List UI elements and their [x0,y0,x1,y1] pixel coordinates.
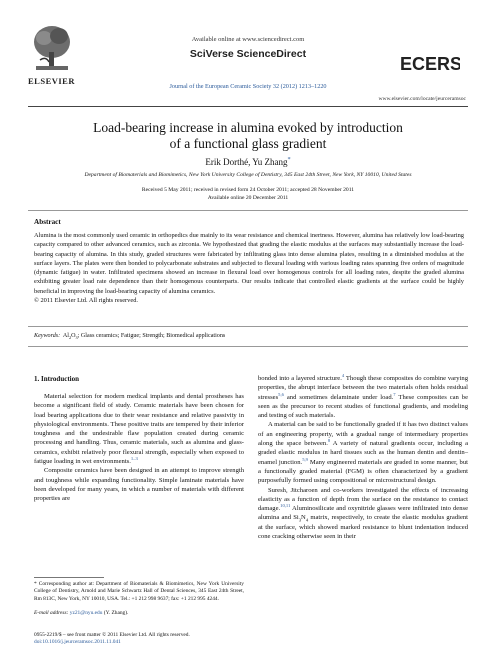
footnote-rule [34,577,104,578]
ref-10-11[interactable]: 10,11 [280,502,291,508]
right-column [258,374,468,541]
corresponding-author-note: * Corresponding author at: Department of Biomaterials & Biomimetics, New York University College of Dentistry, Arnold and Marie Schwartz Hall of Dental Sciences, 345 East 24th Street, Rm 813C, New York, NY 10010, USA. Tel.: +1 212 998 9637; fax: +1 212 995 4244. [34,581,244,602]
r3b-sub2: 4 [305,517,309,523]
intro-heading: 1. Introduction [34,375,79,383]
intro-paragraph-3 [258,374,468,420]
article-title [40,120,456,152]
author-mark[interactable]: * [287,156,291,163]
ref-7[interactable]: 7 [393,391,396,397]
r2b: A variety of natural gradients occur, including a graded elastic modulus in hard tissues such as the human dentin and dentin–enamel junction. [258,440,468,466]
publisher-name: ELSEVIER [28,76,75,86]
email-link[interactable]: yz21@nyu.edu [69,610,103,616]
keyword-o: O [71,333,76,339]
intro-paragraph-2: Composite ceramics have been designed in an attempt to improve strength and toughness while expanding functionality. Simple laminate materials have been developed for many years, in which a number of materials with different properties are [34,467,244,503]
journal-citation[interactable]: Journal of the European Ceramic Society 32 (2012) 1213–1220 [169,83,327,90]
title-line-2: of a functional glass gradient [169,136,327,151]
intro-p1-text: Material selection for modern medical implants and dental prostheses has become a significant field of study. Ceramic materials have been chosen for load bearing applications due to their wear resistance and relative passivity in physiological environments. These positive traits are tempered by their inferior toughness and the undesirable flaw population created during ceramic processing and handling. Thus, ceramic materials, such as alumina and glass-ceramics, exhibit relatively poor flexural strength, especially when exposed to fatigue loading in wet environments. [34,393,244,466]
abstract-heading: Abstract [34,218,61,226]
affiliation: Department of Biomaterials and Biomimetics, New York University College of Dentistry, 345 East 24th Street, New York, NY 10010, United States [84,172,412,178]
intro-paragraph-1 [34,392,244,466]
ref-1-3[interactable]: 1–3 [130,455,138,461]
doi-link[interactable]: doi:10.1016/j.jeurceramsoc.2011.11.041 [34,639,121,645]
online-date: Available online 20 December 2011 [207,195,289,201]
ref-5-9[interactable]: 5,9 [302,456,308,462]
keywords-rest: ; Glass ceramics; Fatigue; Strength; Biomedical applications [77,333,226,339]
authors [0,157,496,167]
r2a: A material can be said to be functionally graded if it has two distinct values of an engineering property, with a gradual range of intermediary properties along the space between. [258,421,468,448]
r3c: matrix, respectively, to create the elastic modulus gradient at the surface, which showed marked resistance to blunt indentation induced cone cracking otherwise seen in their [258,514,469,541]
ref-5-6[interactable]: 5,6 [278,391,284,397]
abstract-top-divider [28,210,468,211]
abstract-text: Alumina is the most commonly used ceramic in orthopedics due mainly to its wear resistance and chemical inertness. However, alumina has relatively low load-bearing capacity compared to other advanced ceramics, such as zirconia. We hypothesized that grading the elastic modulus at the surfaces may substantially increase the load-bearing capacity of alumina. In this study, graded structures were fabricated by infiltrating glass into dense alumina plates, resulting in a diminished modulus at the surface layers. The plates were then bonded to polycarbonate substrates and subjected to flexural loading with various loading rates spanning five orders of magnitude (dynamic fatigue) in water. Infiltrated specimens showed an increase in flexural load over homogenous controls for all loading rates, despite the graded alumina exhibiting greater load rate dependence than their homogenous counterparts. Our results indicate that controlled elastic gradients at the surface could be highly beneficial in improving the load-bearing capacity of alumina ceramics. [34,232,464,295]
email-label: E-mail address: [34,610,69,616]
sciverse-logo: SciVerse ScienceDirect [189,48,307,60]
received-dates: Received 5 May 2011; received in revised form 24 October 2011; accepted 28 November 2011 [141,187,355,193]
r2c: Many engineered materials are graded in some manner, but a functionally graded material (FGM) is often characterized by a gradient purposefully formed using compositional or microstructural design. [258,458,468,485]
keywords [34,333,225,339]
email-suffix: (Y. Zhang). [102,610,129,616]
keywords-label: Keywords: [34,333,61,339]
r1d: These composites can be seen as the precursor to recent studies of functional gradients, and modeling and testing of such materials. [258,393,469,420]
keywords-divider [28,326,468,327]
keyword-al: Al [62,333,69,339]
r3a: Suresh, Jitcharoen and co-workers investigated the effects of increasing elasticity as a function of depth from the surface on the resistance to contact damage. [258,486,468,513]
left-column [34,392,244,504]
keyword-sub-1: 2 [69,335,72,341]
ref-8[interactable]: 8 [327,437,331,443]
r1b: Though these composites do combine varying properties, the abrupt interface between the two materials often holds residual stresses [258,375,468,401]
article-dates [30,186,466,202]
email-note [34,610,128,616]
ecers-logo-text: ECERS [400,54,460,74]
r3b: Aluminosilicate and oxynitride glasses were infiltrated into dense alumina and Si [258,505,468,522]
issn-line: 0955-2219/$ – see front matter © 2011 Elsevier Ltd. All rights reserved. [34,632,190,638]
intro-paragraph-5 [258,486,468,542]
r3b-mid: N [301,514,306,522]
title-line-1: Load-bearing increase in alumina evoked by introduction [93,120,403,135]
r1c: and sometimes delaminate under load. [283,393,394,401]
author-names: Erik Dorthé, Yu Zhang [205,157,288,167]
intro-paragraph-4 [258,420,468,485]
issn-doi [34,632,190,646]
keyword-sub-2: 3 [75,335,78,341]
available-online: Available online at www.sciencedirect.com [191,36,305,43]
abstract-body [34,231,464,305]
ref-4[interactable]: 4 [341,372,345,378]
journal-url[interactable]: www.elsevier.com/locate/jeurceramsoc [378,96,466,102]
ecers-logo [398,52,460,74]
abstract-copyright: © 2011 Elsevier Ltd. All rights reserved. [34,297,139,305]
r3b-sub1: 3 [298,517,302,523]
keywords-bottom-divider [28,346,468,347]
r1a: bonded into a layered structure. [258,375,342,382]
header-divider [28,106,468,107]
